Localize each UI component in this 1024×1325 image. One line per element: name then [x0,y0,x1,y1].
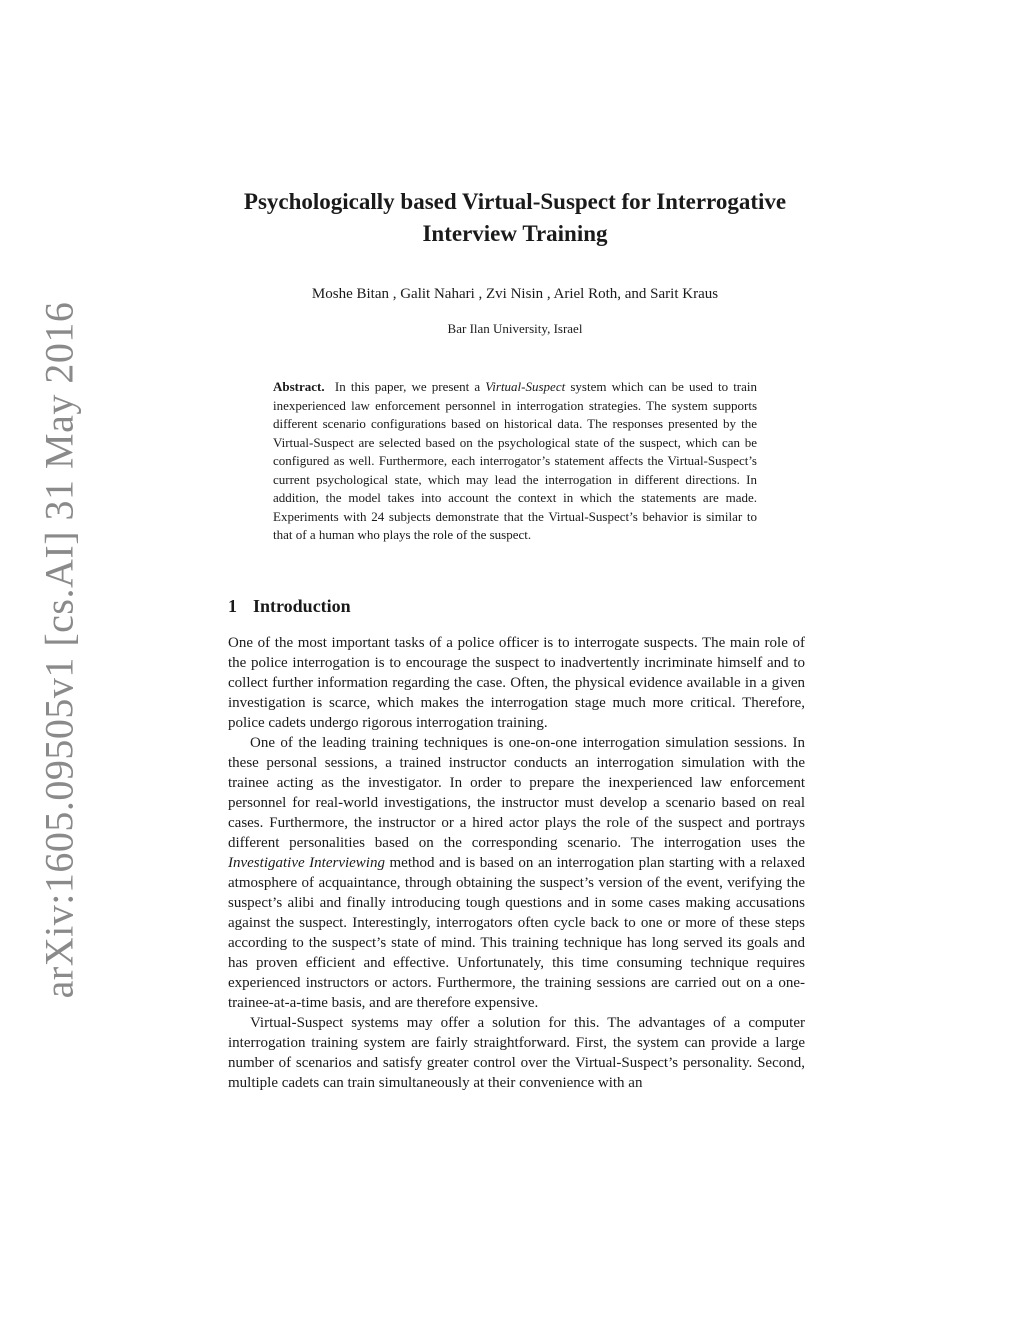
paragraph-2-start: One of the leading training techniques is one-on-one interrogation simulation sessions. In these personal sessions, a trained instructor conducts an interrogation simulation with the trainee acting as the investigator. In order to prepare the inexperienced law enforcement personnel for real-world investigations, the instructor must develop a scenario based on real cases. Furthermore, the instructor or a hired actor plays the role of the suspect and portrays different personalities based on the corresponding scenario. The interrogation uses the [228,735,805,851]
paper-title-line-2: Interview Training [422,221,608,246]
affiliation: Bar Ilan University, Israel [447,321,583,336]
paragraph-1: One of the most important tasks of a police officer is to interrogate suspects. The main role of the police interrogation is to encourage the suspect to inadvertently incriminate himself and to collect further information regarding the case. Often, the physical evidence available in a given investigation is scarce, which makes the interrogation stage much more critical. Therefore, police cadets undergo rigorous interrogation training. [228,635,805,731]
author-list: Moshe Bitan , Galit Nahari , Zvi Nisin , Ariel Roth, and Sarit Kraus [311,286,719,302]
section-title: Introduction [253,596,351,616]
paragraph-2 [228,733,805,1013]
paper-title-line-1: Psychologically based Virtual-Suspect for Interrogative [243,189,787,214]
paragraph-3: Virtual-Suspect systems may offer a solution for this. The advantages of a computer interrogation training system are fairly straightforward. First, the system can provide a large number of scenarios and satisfy greater control over the Virtual-Suspect’s personality. Second, multiple cadets can train simultaneously at their convenience with an [228,1015,805,1091]
abstract [273,378,757,545]
paragraph-2-rest: method and is based on an interrogation plan starting with a relaxed atmosphere of acquaintance, through obtaining the suspect’s version of the event, verifying the suspect’s alibi and finally introducing tough questions and in some cases making accusations against the suspect. Interestingly, interrogators often cycle back to one or more of these steps according to the suspect’s state of mind. This training technique has long served its goals and has proven efficient and effective. Unfortunately, this time consuming technique requires experienced instructors or actors. Furthermore, the training sessions are carried out on a one-trainee-at-a-time basis, and are therefore expensive. [228,855,806,1011]
abstract-emphasis: Virtual-Suspect [485,379,566,394]
introduction-body [228,633,805,1093]
abstract-text-rest: system which can be used to train inexperienced law enforcement personnel in interrogation strategies. The system supports different scenario configurations based on historical data. The responses presented by the Virtual-Suspect are selected based on the psychological state of the suspect, which can be configured as well. Furthermore, each interrogator’s statement affects the Virtual-Suspect’s current psychological state, which may lead the interrogation in different directions. In addition, the model takes into account the context in which the statements are made. Experiments with 24 subjects demonstrate that the Virtual-Suspect’s behavior is similar to that of a human who plays the role of the suspect. [273,379,758,542]
abstract-label: Abstract. [273,379,325,394]
abstract-text-start: In this paper, we present a [334,379,481,394]
paper-title [200,186,830,250]
section-number: 1 [228,596,237,616]
paragraph-2-emphasis: Investigative Interviewing [228,855,385,871]
section-heading-introduction [228,594,351,618]
arxiv-identifier-stamp: arXiv:1605.09505v1 [cs.AI] 31 May 2016 [36,301,82,999]
